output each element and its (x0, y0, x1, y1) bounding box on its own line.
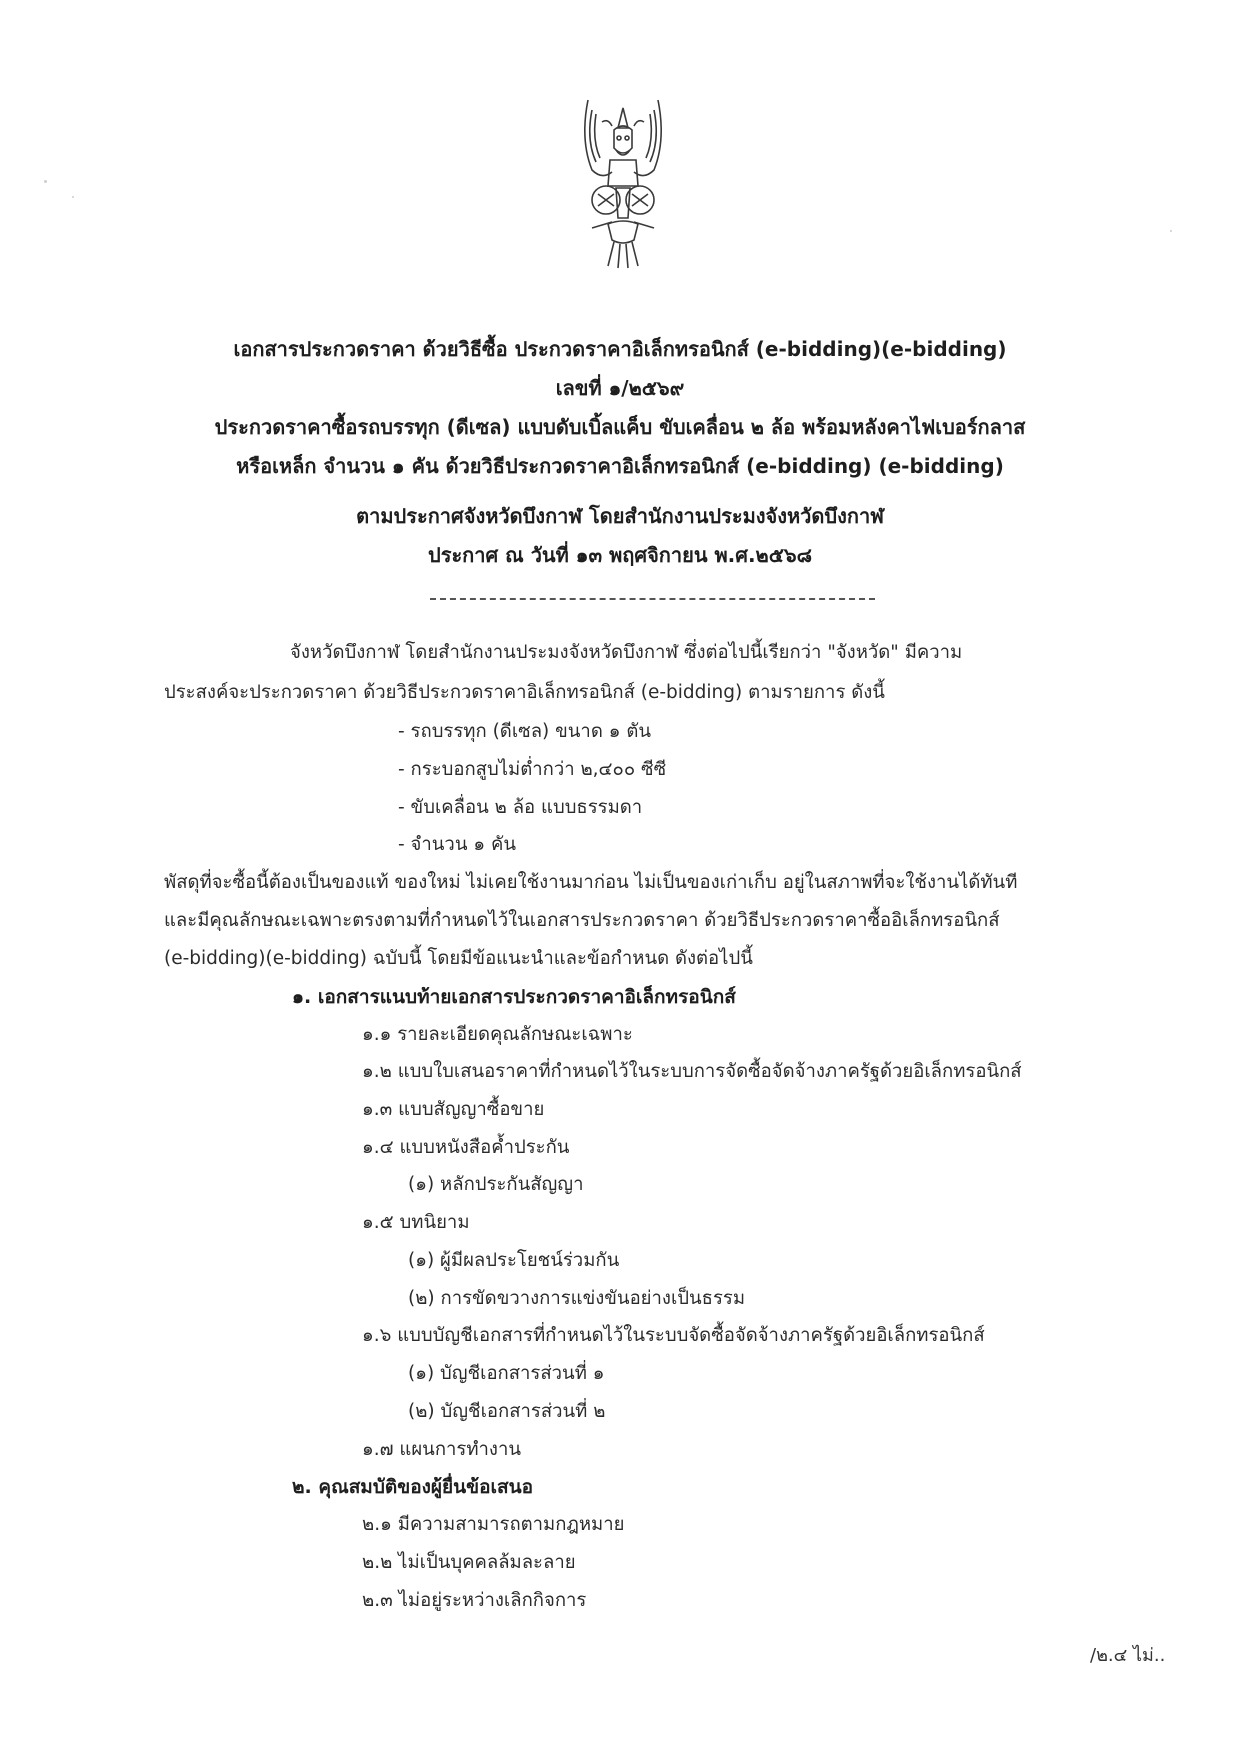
section-2-2: ๒.๒ ไม่เป็นบุคคลล้มละลาย (362, 1552, 576, 1573)
section-2-3: ๒.๓ ไม่อยู่ระหว่างเลิกกิจการ (362, 1590, 587, 1611)
section-1-4: ๑.๔ แบบหนังสือค้ำประกัน (362, 1137, 570, 1158)
issuing-authority: ตามประกาศจังหวัดบึงกาฬ โดยสำนักงานประมงจังหวัดบึงกาฬ (356, 504, 884, 528)
conditions-line-1: พัสดุที่จะซื้อนี้ต้องเป็นของแท้ ของใหม่ ไม่เคยใช้งานมาก่อน ไม่เป็นของเก่าเก็บ อยู่ในสภาพที่จะใช้งานได้ทันที (164, 872, 1018, 893)
section-1-6-1: (๑) บัญชีเอกสารส่วนที่ ๑ (408, 1363, 605, 1384)
title-separator (430, 598, 875, 600)
item-truck-type: - รถบรรทุก (ดีเซล) ขนาด ๑ ตัน (398, 721, 651, 742)
section-1-heading: ๑. เอกสารแนบท้ายเอกสารประกวดราคาอิเล็กทรอนิกส์ (292, 986, 736, 1008)
conditions-line-2: และมีคุณลักษณะเฉพาะตรงตามที่กำหนดไว้ในเอกสารประกวดราคา ด้วยวิธีประกวดราคาซื้ออิเล็กทรอนิกส์ (164, 910, 1000, 931)
section-1-1: ๑.๑ รายละเอียดคุณลักษณะเฉพาะ (362, 1024, 633, 1045)
page-continuation: /๒.๔ ไม่.. (1090, 1645, 1166, 1666)
section-1-3: ๑.๓ แบบสัญญาซื้อขาย (362, 1099, 545, 1120)
section-2-heading: ๒. คุณสมบัติของผู้ยื่นข้อเสนอ (292, 1476, 534, 1498)
item-quantity: - จำนวน ๑ คัน (398, 834, 516, 855)
scan-speck (44, 180, 47, 183)
section-1-5-2: (๒) การขัดขวางการแข่งขันอย่างเป็นธรรม (408, 1288, 746, 1309)
scan-speck (1170, 230, 1172, 232)
intro-line-2: ประสงค์จะประกวดราคา ด้วยวิธีประกวดราคาอิเล็กทรอนิกส์ (e-bidding) ตามรายการ ดังนี้ (164, 682, 885, 703)
section-2-1: ๒.๑ มีความสามารถตามกฎหมาย (362, 1514, 625, 1535)
section-1-6-2: (๒) บัญชีเอกสารส่วนที่ ๒ (408, 1401, 606, 1422)
document-title: เอกสารประกวดราคา ด้วยวิธีซื้อ ประกวดราคาอิเล็กทรอนิกส์ (e-bidding)(e-bidding) (233, 337, 1007, 361)
item-engine-cc: - กระบอกสูบไม่ต่ำกว่า ๒,๔๐๐ ซีซี (398, 759, 667, 780)
section-1-5: ๑.๕ บทนิยาม (362, 1212, 470, 1233)
procurement-subject-line-2: หรือเหล็ก จำนวน ๑ คัน ด้วยวิธีประกวดราคาอิเล็กทรอนิกส์ (e-bidding) (e-bidding) (236, 454, 1004, 478)
conditions-line-3: (e-bidding)(e-bidding) ฉบับนี้ โดยมีข้อแนะนำและข้อกำหนด ดังต่อไปนี้ (164, 948, 753, 969)
section-1-2: ๑.๒ แบบใบเสนอราคาที่กำหนดไว้ในระบบการจัดซื้อจัดจ้างภาครัฐด้วยอิเล็กทรอนิกส์ (362, 1061, 1022, 1082)
procurement-subject-line-1: ประกวดราคาซื้อรถบรรทุก (ดีเซล) แบบดับเบิ้ลแค็บ ขับเคลื่อน ๒ ล้อ พร้อมหลังคาไฟเบอร์กลาส (214, 415, 1026, 439)
section-1-5-1: (๑) ผู้มีผลประโยชน์ร่วมกัน (408, 1250, 620, 1271)
document-number: เลขที่ ๑/๒๕๖๙ (555, 376, 685, 400)
section-1-7: ๑.๗ แผนการทำงาน (362, 1439, 522, 1460)
section-1-6: ๑.๖ แบบบัญชีเอกสารที่กำหนดไว้ในระบบจัดซื้อจัดจ้างภาครัฐด้วยอิเล็กทรอนิกส์ (362, 1325, 985, 1346)
announcement-date: ประกาศ ณ วันที่ ๑๓ พฤศจิกายน พ.ศ.๒๕๖๘ (428, 543, 812, 567)
section-1-4-1: (๑) หลักประกันสัญญา (408, 1174, 584, 1195)
garuda-emblem-icon (578, 100, 668, 270)
item-drive-type: - ขับเคลื่อน ๒ ล้อ แบบธรรมดา (398, 797, 643, 818)
scan-speck (72, 196, 74, 198)
intro-line-1: จังหวัดบึงกาฬ โดยสำนักงานประมงจังหวัดบึงกาฬ ซึ่งต่อไปนี้เรียกว่า "จังหวัด" มีความ (290, 642, 963, 663)
